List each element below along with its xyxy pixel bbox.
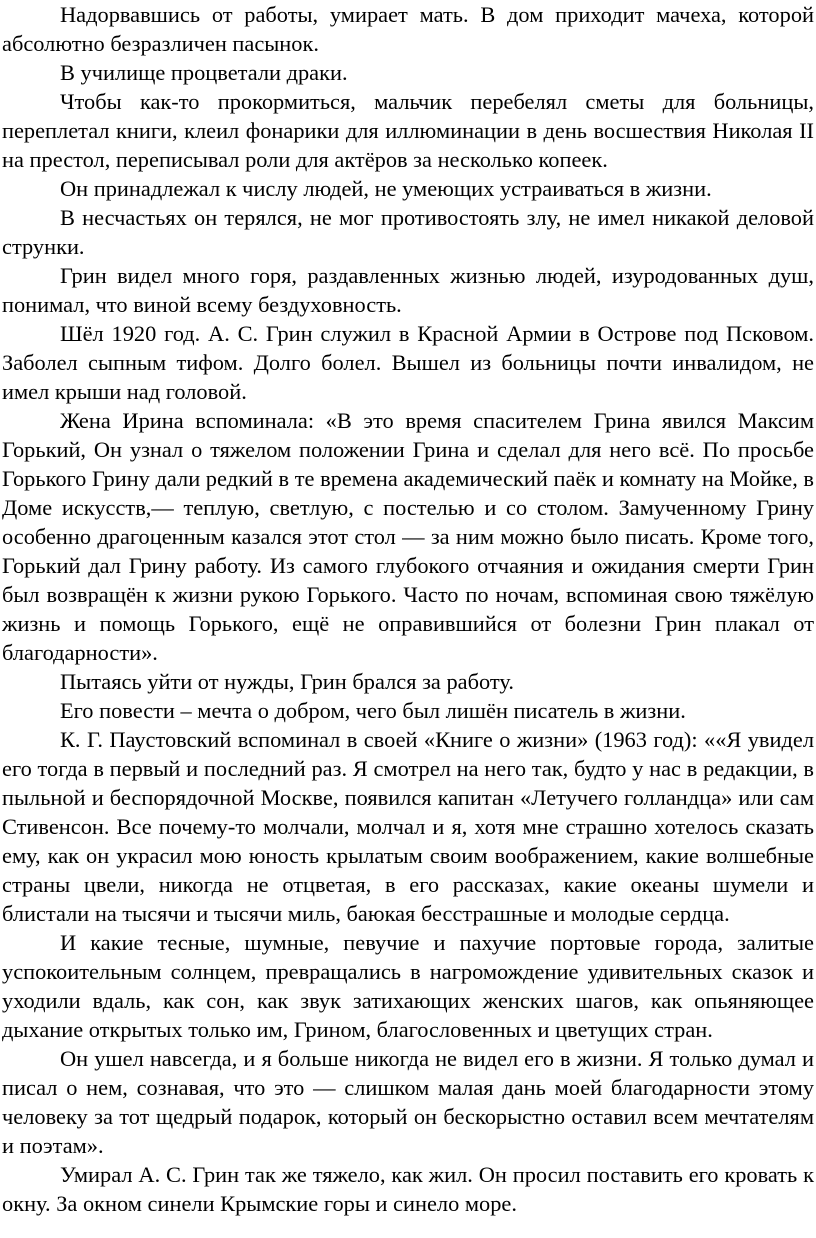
- paragraph: Он принадлежал к числу людей, не умеющих устраиваться в жизни.: [60, 176, 712, 201]
- paragraph: И какие тесные, шумные, певучие и пахучие портовые города, залитые успокоительным солнцем, превращались в нагромождение удивительных сказок и уходили вдаль, как сон, как звук затихающих женских шагов, как опьяняющее дыхание открытых только им, Грином, благословенных и цветущих стран.: [2, 930, 814, 1042]
- paragraph: В несчастьях он терялся, не мог противостоять злу, не имел никакой деловой струнки.: [2, 205, 814, 259]
- paragraph: Он ушел навсегда, и я больше никогда не видел его в жизни. Я только думал и писал о нем, сознавая, что это — слишком малая дань моей благодарности этому человеку за тот щедрый подарок, который он бескорыстно оставил всем мечтателям и поэтам».: [2, 1046, 814, 1158]
- paragraph: Надорвавшись от работы, умирает мать. В дом приходит мачеха, которой абсолютно безразличен пасынок.: [2, 2, 814, 56]
- paragraph: Чтобы как-то прокормиться, мальчик перебелял сметы для больницы, переплетал книги, клеил фонарики для иллюминации в день восшествия Николая II на престол, переписывал роли для актёров за несколько копеек.: [2, 89, 814, 172]
- paragraph: В училище процветали драки.: [60, 60, 348, 85]
- paragraph: Умирал А. С. Грин так же тяжело, как жил. Он просил поставить его кровать к окну. За окном синели Крымские горы и синело море.: [2, 1162, 814, 1216]
- paragraph: Его повести – мечта о добром, чего был лишён писатель в жизни.: [60, 698, 686, 723]
- paragraph: Пытаясь уйти от нужды, Грин брался за работу.: [60, 669, 514, 694]
- paragraph: Грин видел много горя, раздавленных жизнью людей, изуродованных душ, понимал, что виной всему бездуховность.: [2, 263, 814, 317]
- paragraph: Жена Ирина вспоминала: «В это время спасителем Грина явился Максим Горький, Он узнал о тяжелом положении Грина и сделал для него всё. По просьбе Горького Грину дали редкий в те времена академический паёк и комнату на Мойке, в Доме искусств,— теплую, светлую, с постелью и со столом. Замученному Грину особенно драгоценным казался этот стол — за ним можно было писать. Кроме того, Горький дал Грину работу. Из самого глубокого отчаяния и ожидания смерти Грин был возвращён к жизни рукою Горького. Часто по ночам, вспоминая свою тяжёлую жизнь и помощь Горького, ещё не оправившийся от болезни Грин плакал от благодарности».: [2, 408, 814, 665]
- paragraph: К. Г. Паустовский вспоминал в своей «Книге о жизни» (1963 год): ««Я увидел его тогда в первый и последний раз. Я смотрел на него так, будто у нас в редакции, в пыльной и беспорядочной Москве, появился капитан «Летучего голландца» или сам Стивенсон. Все почему-то молчали, молчал и я, хотя мне страшно хотелось сказать ему, как он украсил мою юность крылатым своим воображением, какие волшебные страны цвели, никогда не отцветая, в его рассказах, какие океаны шумели и блистали на тысячи и тысячи миль, баюкая бесстрашные и молодые сердца.: [2, 727, 814, 926]
- paragraph: Шёл 1920 год. А. С. Грин служил в Красной Армии в Острове под Псковом. Заболел сыпным тифом. Долго болел. Вышел из больницы почти инвалидом, не имел крыши над головой.: [2, 321, 814, 404]
